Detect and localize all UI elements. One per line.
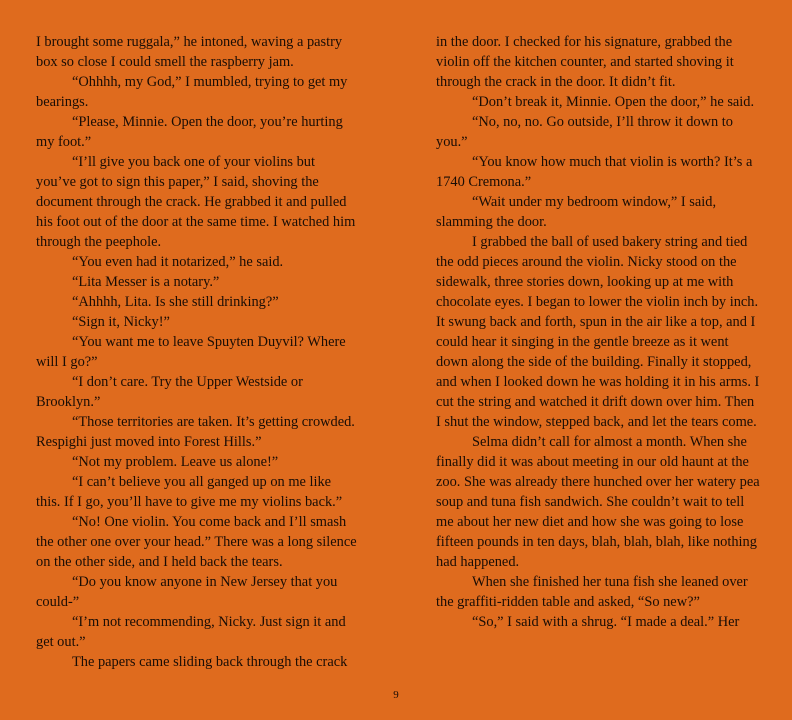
- paragraph: When she finished her tuna fish she leaned over the graffiti-ridden table and asked, “So new?”: [436, 574, 748, 610]
- right-text-column: [436, 32, 760, 632]
- paragraph: I brought some ruggala,” he intoned, waving a pastry box so close I could smell the raspberry jam.: [36, 34, 343, 70]
- paragraph: “I can’t believe you all ganged up on me like this. If I go, you’ll have to give me my violins back.”: [36, 474, 343, 510]
- paragraph: “You want me to leave Spuyten Duyvil? Where will I go?”: [36, 334, 346, 370]
- left-text-column: [36, 32, 358, 672]
- paragraph: “No, no, no. Go outside, I’ll throw it down to you.”: [436, 114, 734, 150]
- paragraph: Selma didn’t call for almost a month. When she finally did it was about meeting in our old haunt at the zoo. She was already there hunched over her watery pea soup and tuna fish sandwich. She couldn’t wait to tell me about her new diet and how she was going to lose fifteen pounds in ten days, blah, blah, blah, like nothing had happened.: [436, 434, 760, 570]
- paragraph: I grabbed the ball of used bakery string and tied the odd pieces around the violin. Nicky stood on the sidewalk, three stories down, looking up at me with chocolate eyes. I began to lower the violin inch by inch. It swung back and forth, spun in the air like a top, and I could hear it singing in the gentle breeze as it went down along the side of the building. Finally it stopped, and when I looked down he was holding it in his arms. I cut the string and watched it drift down over him. Then I shut the window, stepped back, and let the tears come.: [436, 234, 760, 430]
- paragraph: “Lita Messer is a notary.”: [72, 274, 220, 290]
- paragraph: in the door. I checked for his signature, grabbed the violin off the kitchen counter, and started shoving it through the crack in the door. It didn’t fit.: [436, 34, 734, 90]
- paragraph: “You know how much that violin is worth? It’s a 1740 Cremona.”: [436, 154, 753, 190]
- paragraph: The papers came sliding back through the crack: [72, 654, 348, 670]
- paragraph: “You even had it notarized,” he said.: [72, 254, 284, 270]
- paragraph: “So,” I said with a shrug. “I made a deal.” Her: [472, 614, 740, 630]
- paragraph: “Sign it, Nicky!”: [72, 314, 170, 330]
- paragraph: “I’ll give you back one of your violins but you’ve got to sign this paper,” I said, shoving the document through the crack. He grabbed it and pulled his foot out of the door at the same time. I watched him through the peephole.: [36, 154, 356, 250]
- paragraph: “Do you know anyone in New Jersey that you could-”: [36, 574, 338, 610]
- paragraph: “Those territories are taken. It’s getting crowded. Respighi just moved into Forest Hills.”: [36, 414, 355, 450]
- paragraph: “Please, Minnie. Open the door, you’re hurting my foot.”: [36, 114, 343, 150]
- paragraph: “I’m not recommending, Nicky. Just sign it and get out.”: [36, 614, 346, 650]
- paragraph: “Don’t break it, Minnie. Open the door,” he said.: [472, 94, 755, 110]
- page-number: 9: [393, 689, 399, 701]
- paragraph: “Ohhhh, my God,” I mumbled, trying to get my bearings.: [36, 74, 348, 110]
- paragraph: “I don’t care. Try the Upper Westside or Brooklyn.”: [36, 374, 303, 410]
- paragraph: “Wait under my bedroom window,” I said, slamming the door.: [436, 194, 717, 230]
- paragraph: “Ahhhh, Lita. Is she still drinking?”: [72, 294, 279, 310]
- paragraph: “No! One violin. You come back and I’ll smash the other one over your head.” There was a long silence on the other side, and I held back the tears.: [36, 514, 357, 570]
- paragraph: “Not my problem. Leave us alone!”: [72, 454, 279, 470]
